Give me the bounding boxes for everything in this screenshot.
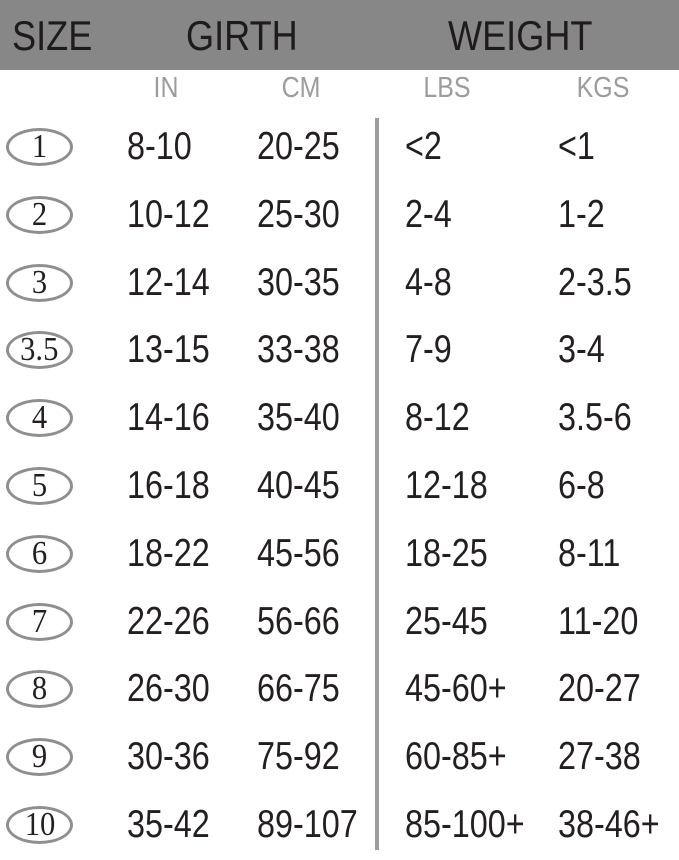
weight-lbs-cell: 8-12 — [405, 396, 470, 440]
weight-lbs-cell: 85-100+ — [405, 802, 525, 846]
weight-lbs-cell: 60-85+ — [405, 735, 507, 779]
weight-kgs-cell: 3.5-6 — [558, 396, 632, 440]
cm-subheader: CM — [281, 72, 321, 104]
weight-kgs-cell: 6-8 — [558, 463, 605, 507]
size-badge: 1 — [6, 128, 73, 166]
girth-in-cell: 14-16 — [127, 396, 210, 440]
weight-kgs-cell: 1-2 — [558, 192, 605, 236]
table-row — [0, 453, 679, 521]
size-badge: 3.5 — [6, 331, 73, 369]
weight-lbs-cell: <2 — [405, 125, 442, 168]
lbs-subheader: LBS — [423, 72, 471, 104]
weight-lbs-cell: 7-9 — [405, 328, 452, 372]
girth-cm-cell: 35-40 — [257, 396, 340, 440]
size-badge: 4 — [6, 399, 73, 437]
weight-lbs-cell: 4-8 — [405, 260, 452, 304]
girth-cm-cell: 45-56 — [257, 531, 340, 575]
table-row — [0, 724, 679, 792]
girth-in-cell: 35-42 — [127, 802, 210, 846]
girth-cm-cell: 30-35 — [257, 260, 340, 304]
weight-kgs-cell: 38-46+ — [558, 802, 660, 846]
size-badge: 6 — [6, 535, 73, 573]
girth-in-cell: 13-15 — [127, 328, 210, 372]
girth-in-cell: 18-22 — [127, 531, 210, 575]
weight-lbs-cell: 12-18 — [405, 463, 488, 507]
table-row — [0, 182, 679, 250]
weight-kgs-cell: 8-11 — [558, 531, 621, 575]
table-row — [0, 521, 679, 589]
weight-kgs-cell: <1 — [558, 125, 595, 168]
girth-header: GIRTH — [186, 12, 298, 59]
girth-cm-cell: 20-25 — [257, 125, 340, 168]
weight-lbs-cell: 2-4 — [405, 192, 452, 236]
kgs-subheader: KGS — [576, 72, 630, 104]
weight-kgs-cell: 3-4 — [558, 328, 605, 372]
girth-in-cell: 10-12 — [127, 192, 210, 236]
size-badge: 3 — [6, 264, 73, 302]
size-badge: 9 — [6, 738, 73, 776]
weight-kgs-cell: 20-27 — [558, 667, 641, 711]
size-badge: 2 — [6, 196, 73, 234]
table-row — [0, 317, 679, 385]
girth-in-cell: 8-10 — [127, 125, 192, 168]
girth-cm-cell: 56-66 — [257, 599, 340, 643]
girth-cm-cell: 75-92 — [257, 735, 340, 779]
girth-cm-cell: 89-107 — [257, 802, 358, 846]
header-bar — [0, 0, 679, 70]
size-header: SIZE — [12, 12, 93, 59]
table-row — [0, 114, 679, 182]
weight-kgs-cell: 2-3.5 — [558, 260, 632, 304]
size-table-body — [0, 114, 679, 860]
table-row — [0, 385, 679, 453]
girth-in-cell: 16-18 — [127, 463, 210, 507]
size-badge: 10 — [6, 806, 73, 844]
weight-lbs-cell: 25-45 — [405, 599, 488, 643]
girth-in-cell: 12-14 — [127, 260, 210, 304]
size-badge: 5 — [6, 467, 73, 505]
weight-lbs-cell: 18-25 — [405, 531, 488, 575]
weight-kgs-cell: 27-38 — [558, 735, 641, 779]
table-row — [0, 656, 679, 724]
girth-cm-cell: 33-38 — [257, 328, 340, 372]
size-badge: 8 — [6, 670, 73, 708]
in-subheader: IN — [153, 72, 179, 104]
girth-in-cell: 26-30 — [127, 667, 210, 711]
table-row — [0, 250, 679, 318]
table-row — [0, 792, 679, 860]
girth-cm-cell: 40-45 — [257, 463, 340, 507]
weight-kgs-cell: 11-20 — [558, 599, 639, 643]
table-row — [0, 589, 679, 657]
girth-in-cell: 22-26 — [127, 599, 210, 643]
size-badge: 7 — [6, 603, 73, 641]
girth-cm-cell: 25-30 — [257, 192, 340, 236]
weight-lbs-cell: 45-60+ — [405, 667, 507, 711]
weight-header: WEIGHT — [448, 12, 593, 59]
girth-in-cell: 30-36 — [127, 735, 210, 779]
girth-cm-cell: 66-75 — [257, 667, 340, 711]
